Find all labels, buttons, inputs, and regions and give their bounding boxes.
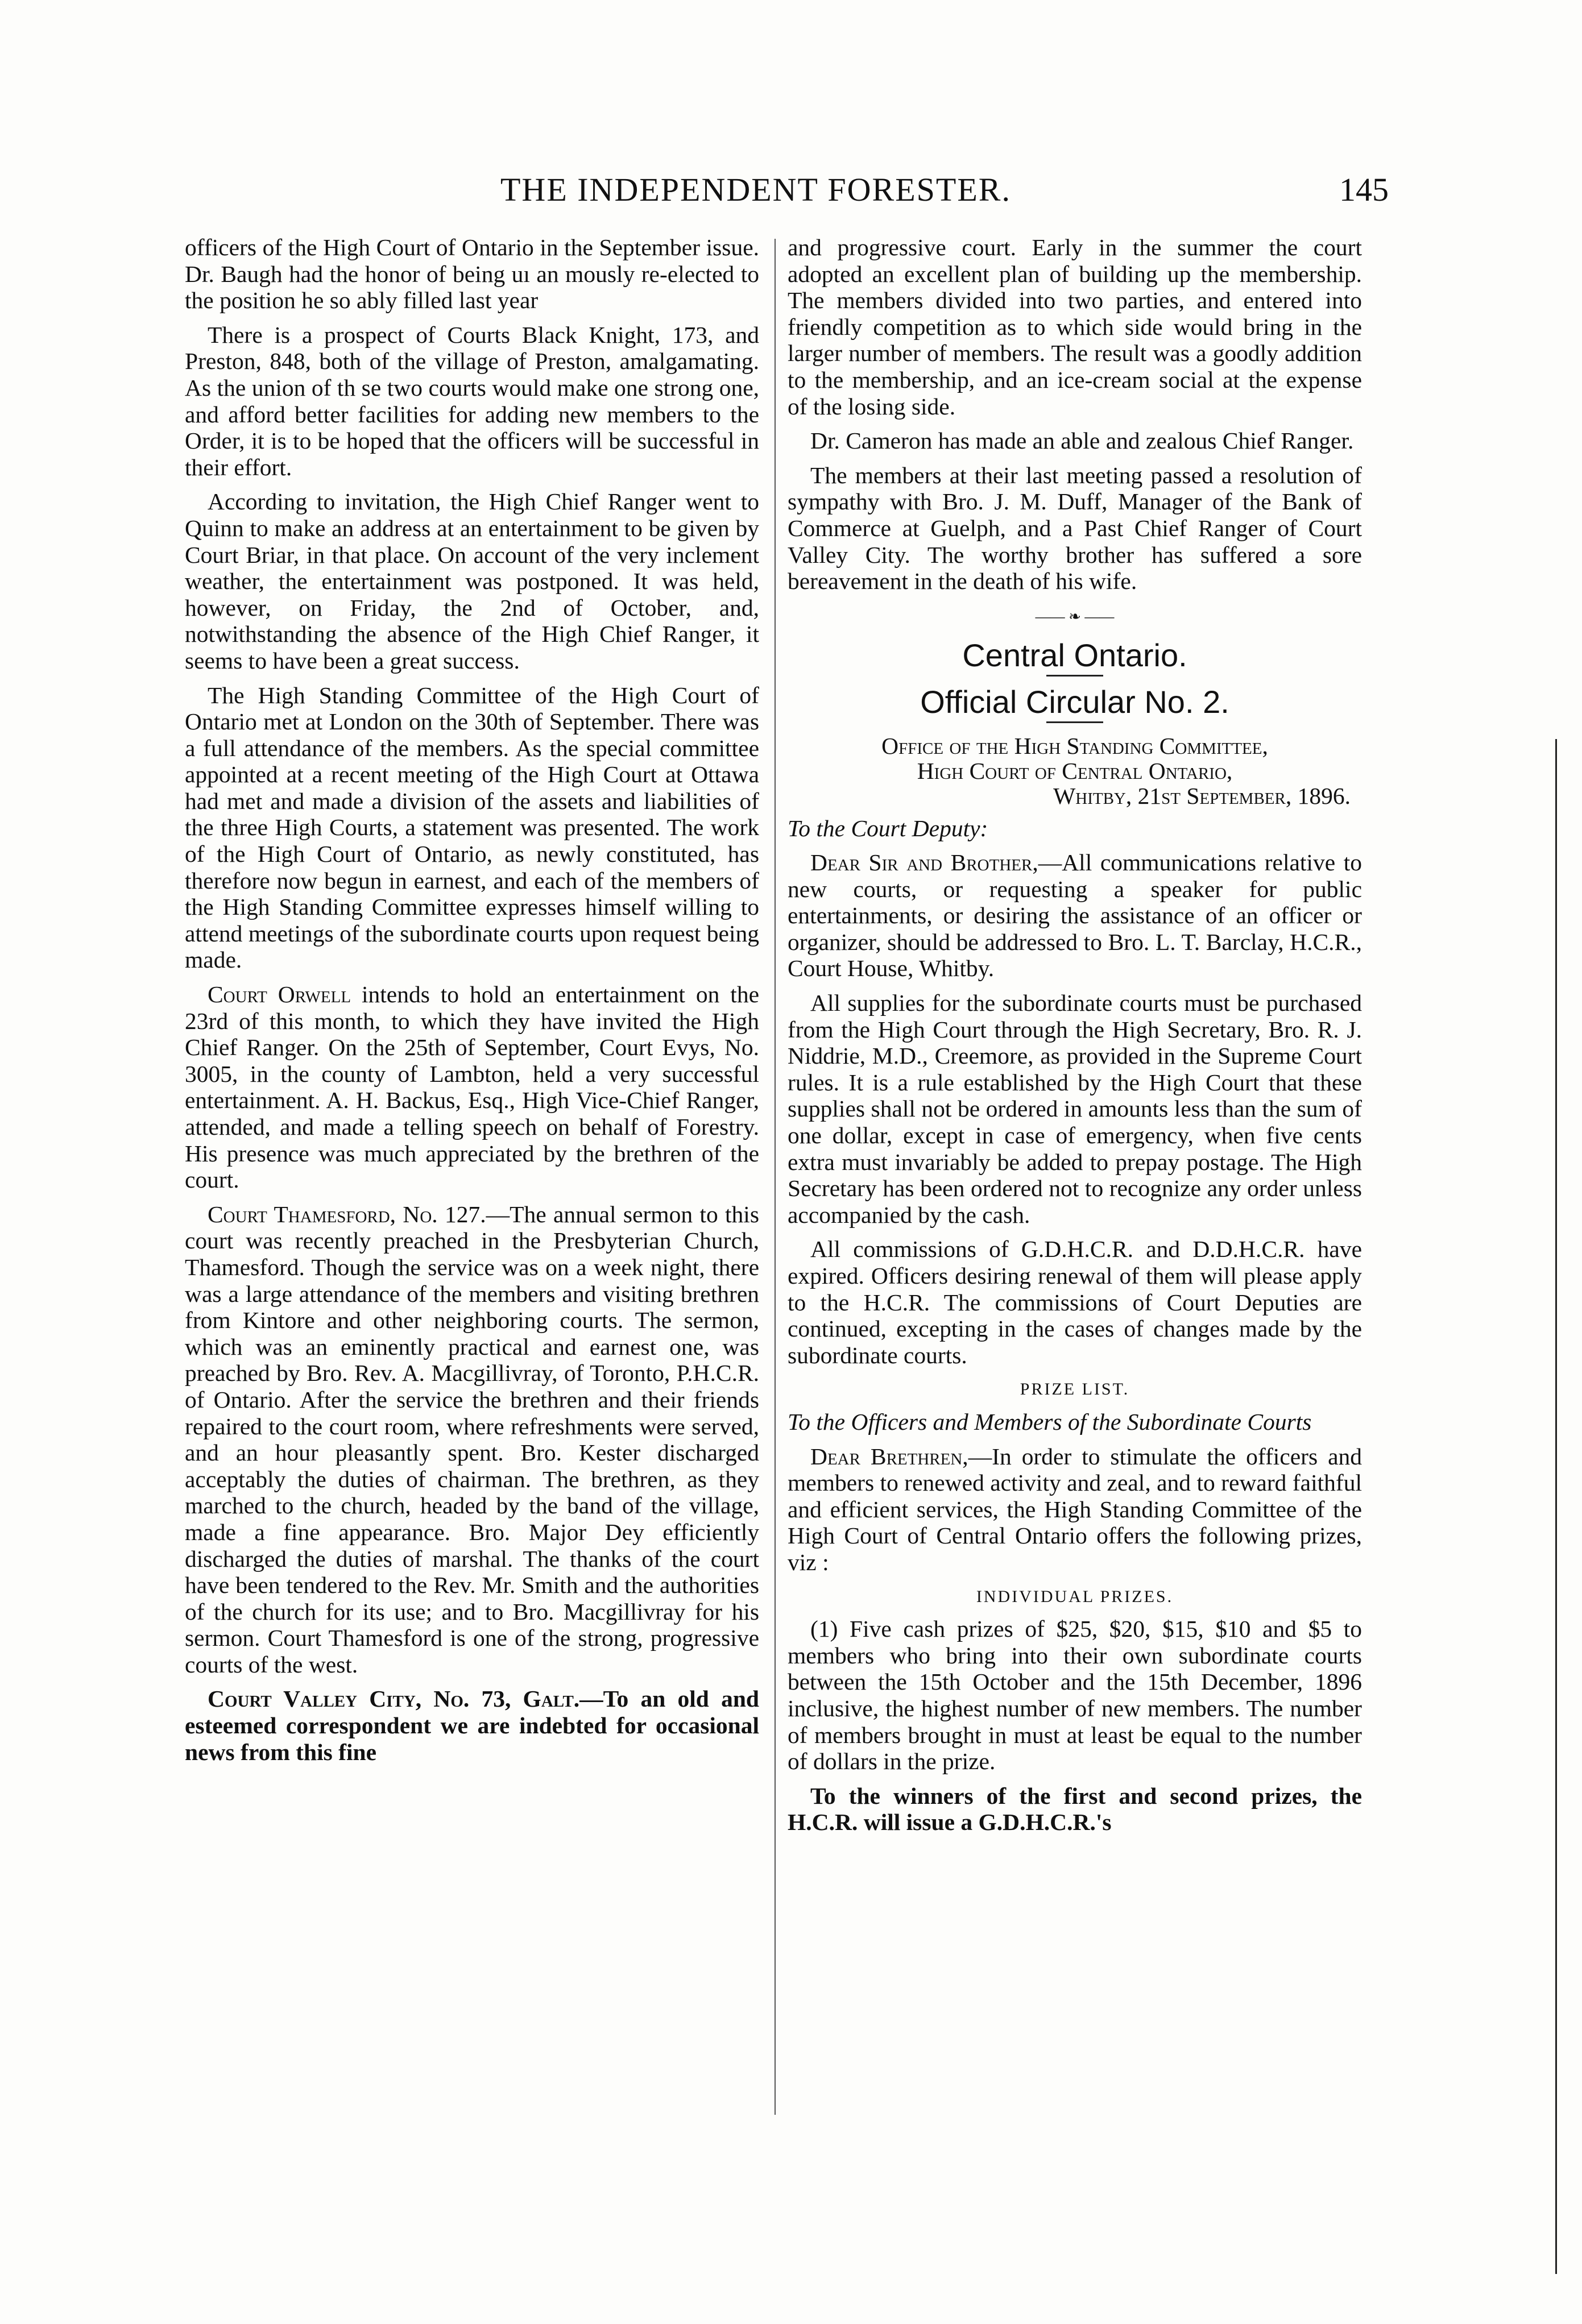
- short-rule: [1046, 675, 1103, 677]
- paragraph: officers of the High Court of Ontario in the September issue. Dr. Baugh had the honor of being uı an mously re-elected to the position he so ably filled last year: [185, 234, 759, 314]
- paragraph: [185, 1686, 759, 1765]
- salutation-lead: Dear Sir and Brother,: [810, 849, 1038, 876]
- salutation: To the Court Deputy:: [788, 815, 988, 841]
- page-number: 145: [1339, 171, 1389, 208]
- paragraph-text: —All communications relative to new courts, or requesting a speaker for public entertainments, or desiring the assistance of an officer or organizer, should be addressed to Bro. L. T. Barclay, H.C.R., Court House, Whitby.: [788, 849, 1362, 982]
- paragraph: [185, 981, 759, 1193]
- prize-list-heading: PRIZE LIST.: [1020, 1380, 1130, 1399]
- paragraph: To the winners of the first and second prizes, the H.C.R. will issue a G.D.H.C.R.'s: [788, 1782, 1362, 1836]
- paragraph: [788, 1443, 1362, 1576]
- paragraph-text: —The annual sermon to this court was recently preached in the Presbyterian Church, Thamesford. Though the service was on a week night, there was a large attendance of the members and visiting brethren from Kintore and other neighboring courts. The sermon, which was an eminently practical and earnest one, was preached by Bro. Rev. A. Macgillivray, of Toronto, P.H.C.R. of Ontario. After the service the brethren and their friends repaired to the court room, where refreshments were served, and an hour pleasantly spent. Bro. Kester discharged acceptably the duties of chairman. The brethren, as they marched to the church, headed by the band of the village, made a fine appearance. Bro. Major Dey efficiently discharged the duties of marshal. The thanks of the court have been tendered to the Rev. Mr. Smith and the authorities of the church for its use; and to Bro. Macgillivray for his sermon. Court Thamesford is one of the strong, progressive courts of the west.: [185, 1201, 759, 1678]
- salutation-lead: Dear Brethren,: [810, 1443, 968, 1470]
- circular-heading: Official Circular No. 2.: [920, 683, 1229, 720]
- office-date-line: Whitby, 21st September, 1896.: [1053, 782, 1351, 809]
- paragraph: The members at their last meeting passed a resolution of sympathy with Bro. J. M. Duff, Manager of the Bank of Commerce at Guelph, and a Past Chief Ranger of Court Valley City. The worthy brother has suffered a sore bereavement in the death of his wife.: [788, 462, 1362, 595]
- court-name: Court Valley City, No. 73, Galt.: [208, 1686, 580, 1712]
- paragraph: There is a prospect of Courts Black Knight, 173, and Preston, 848, both of the village of Preston, amalgamating. As the union of th se two courts would make one strong one, and afford better facilities for adding new members to the Order, it is to be hoped that the officers will be successful in their effort.: [185, 321, 759, 480]
- paragraph-text: intends to hold an entertainment on the 23rd of this month, to which they have invited the High Chief Ranger. On the 25th of September, Court Evys, No. 3005, in the county of Lambton, held a very successful entertainment. A. H. Backus, Esq., High Vice-Chief Ranger, attended, and made a telling speech on behalf of Forestry. His presence was much appreciated by the brethren of the court.: [185, 981, 759, 1193]
- left-column: [185, 234, 759, 1773]
- ornament-divider: —— ❧ ——: [1035, 608, 1115, 625]
- right-column: [788, 234, 1362, 1844]
- section-heading: Central Ontario.: [962, 637, 1187, 674]
- paragraph: (1) Five cash prizes of $25, $20, $15, $10 and $5 to members who bring into their own subordinate courts between the 15th October and the 15th December, 1896 inclusive, the highest number of new members. The number of members brought in must at least be equal to the number of dollars in the prize.: [788, 1616, 1362, 1775]
- paragraph: and progressive court. Early in the summer the court adopted an excellent plan of building up the membership. The members divided into two parties, and entered into friendly competition as to which side would bring in the larger number of members. The result was a goodly addition to the membership, and an ice-cream social at the expense of the losing side.: [788, 234, 1362, 420]
- column-divider: [775, 239, 776, 2115]
- paragraph: Dr. Cameron has made an able and zealous Chief Ranger.: [810, 428, 1354, 454]
- paragraph: [185, 1201, 759, 1678]
- salutation: To the Officers and Members of the Subordinate Courts: [788, 1408, 1312, 1435]
- paragraph: All supplies for the subordinate courts must be purchased from the High Court through the High Secretary, Bro. R. J. Niddrie, M.D., Creemore, as provided in the Supreme Court rules. It is a rule established by the High Court that these supplies shall not be ordered in amounts less than the sum of one dollar, except in case of emergency, when five cents extra must invariably be added to prepay postage. The High Secretary has been ordered not to recognize any order unless accompanied by the cash.: [788, 990, 1362, 1228]
- office-line: Office of the High Standing Committee,: [881, 732, 1268, 759]
- paragraph: The High Standing Committee of the High Court of Ontario met at London on the 30th of September. There was a full attendance of the members. As the special committee appointed at a recent meeting of the High Court at Ottawa had met and made a division of the assets and liabilities of the three High Courts, a statement was presented. The work of the High Court of Ontario, as newly constituted, has therefore now begun in earnest, and each of the members of the High Standing Committee expresses himself willing to attend meetings of the subordinate courts upon request being made.: [185, 682, 759, 973]
- court-name: Court Thamesford, No. 127.: [208, 1201, 486, 1227]
- paragraph-text: —In order to stimulate the officers and members to renewed activity and zeal, and to reward faithful and efficient services, the High Standing Committee of the High Court of Central Ontario offers the following prizes, viz :: [788, 1443, 1362, 1575]
- paragraph: [788, 849, 1362, 982]
- running-head: THE INDEPENDENT FORESTER.: [500, 171, 1011, 208]
- short-rule: [1046, 721, 1103, 723]
- individual-prizes-heading: INDIVIDUAL PRIZES.: [976, 1587, 1174, 1606]
- court-name: Court Orwell: [208, 981, 351, 1008]
- office-line: High Court of Central Ontario,: [917, 757, 1233, 784]
- paragraph-text: —To an old and esteemed correspondent we are indebted for occasional news from this fine: [185, 1686, 759, 1765]
- paragraph: According to invitation, the High Chief Ranger went to Quinn to make an address at an entertainment to be given by Court Briar, in that place. On account of the very inclement weather, the entertainment was postponed. It was held, however, on Friday, the 2nd of October, and, notwithstanding the absence of the High Chief Ranger, it seems to have been a great success.: [185, 488, 759, 674]
- paragraph: All commissions of G.D.H.C.R. and D.D.H.C.R. have expired. Officers desiring renewal of them will please apply to the H.C.R. The commissions of Court Deputies are continued, excepting in the cases of changes made by the subordinate courts.: [788, 1236, 1362, 1368]
- page-edge-line: [1555, 739, 1557, 2274]
- office-address: [788, 733, 1362, 808]
